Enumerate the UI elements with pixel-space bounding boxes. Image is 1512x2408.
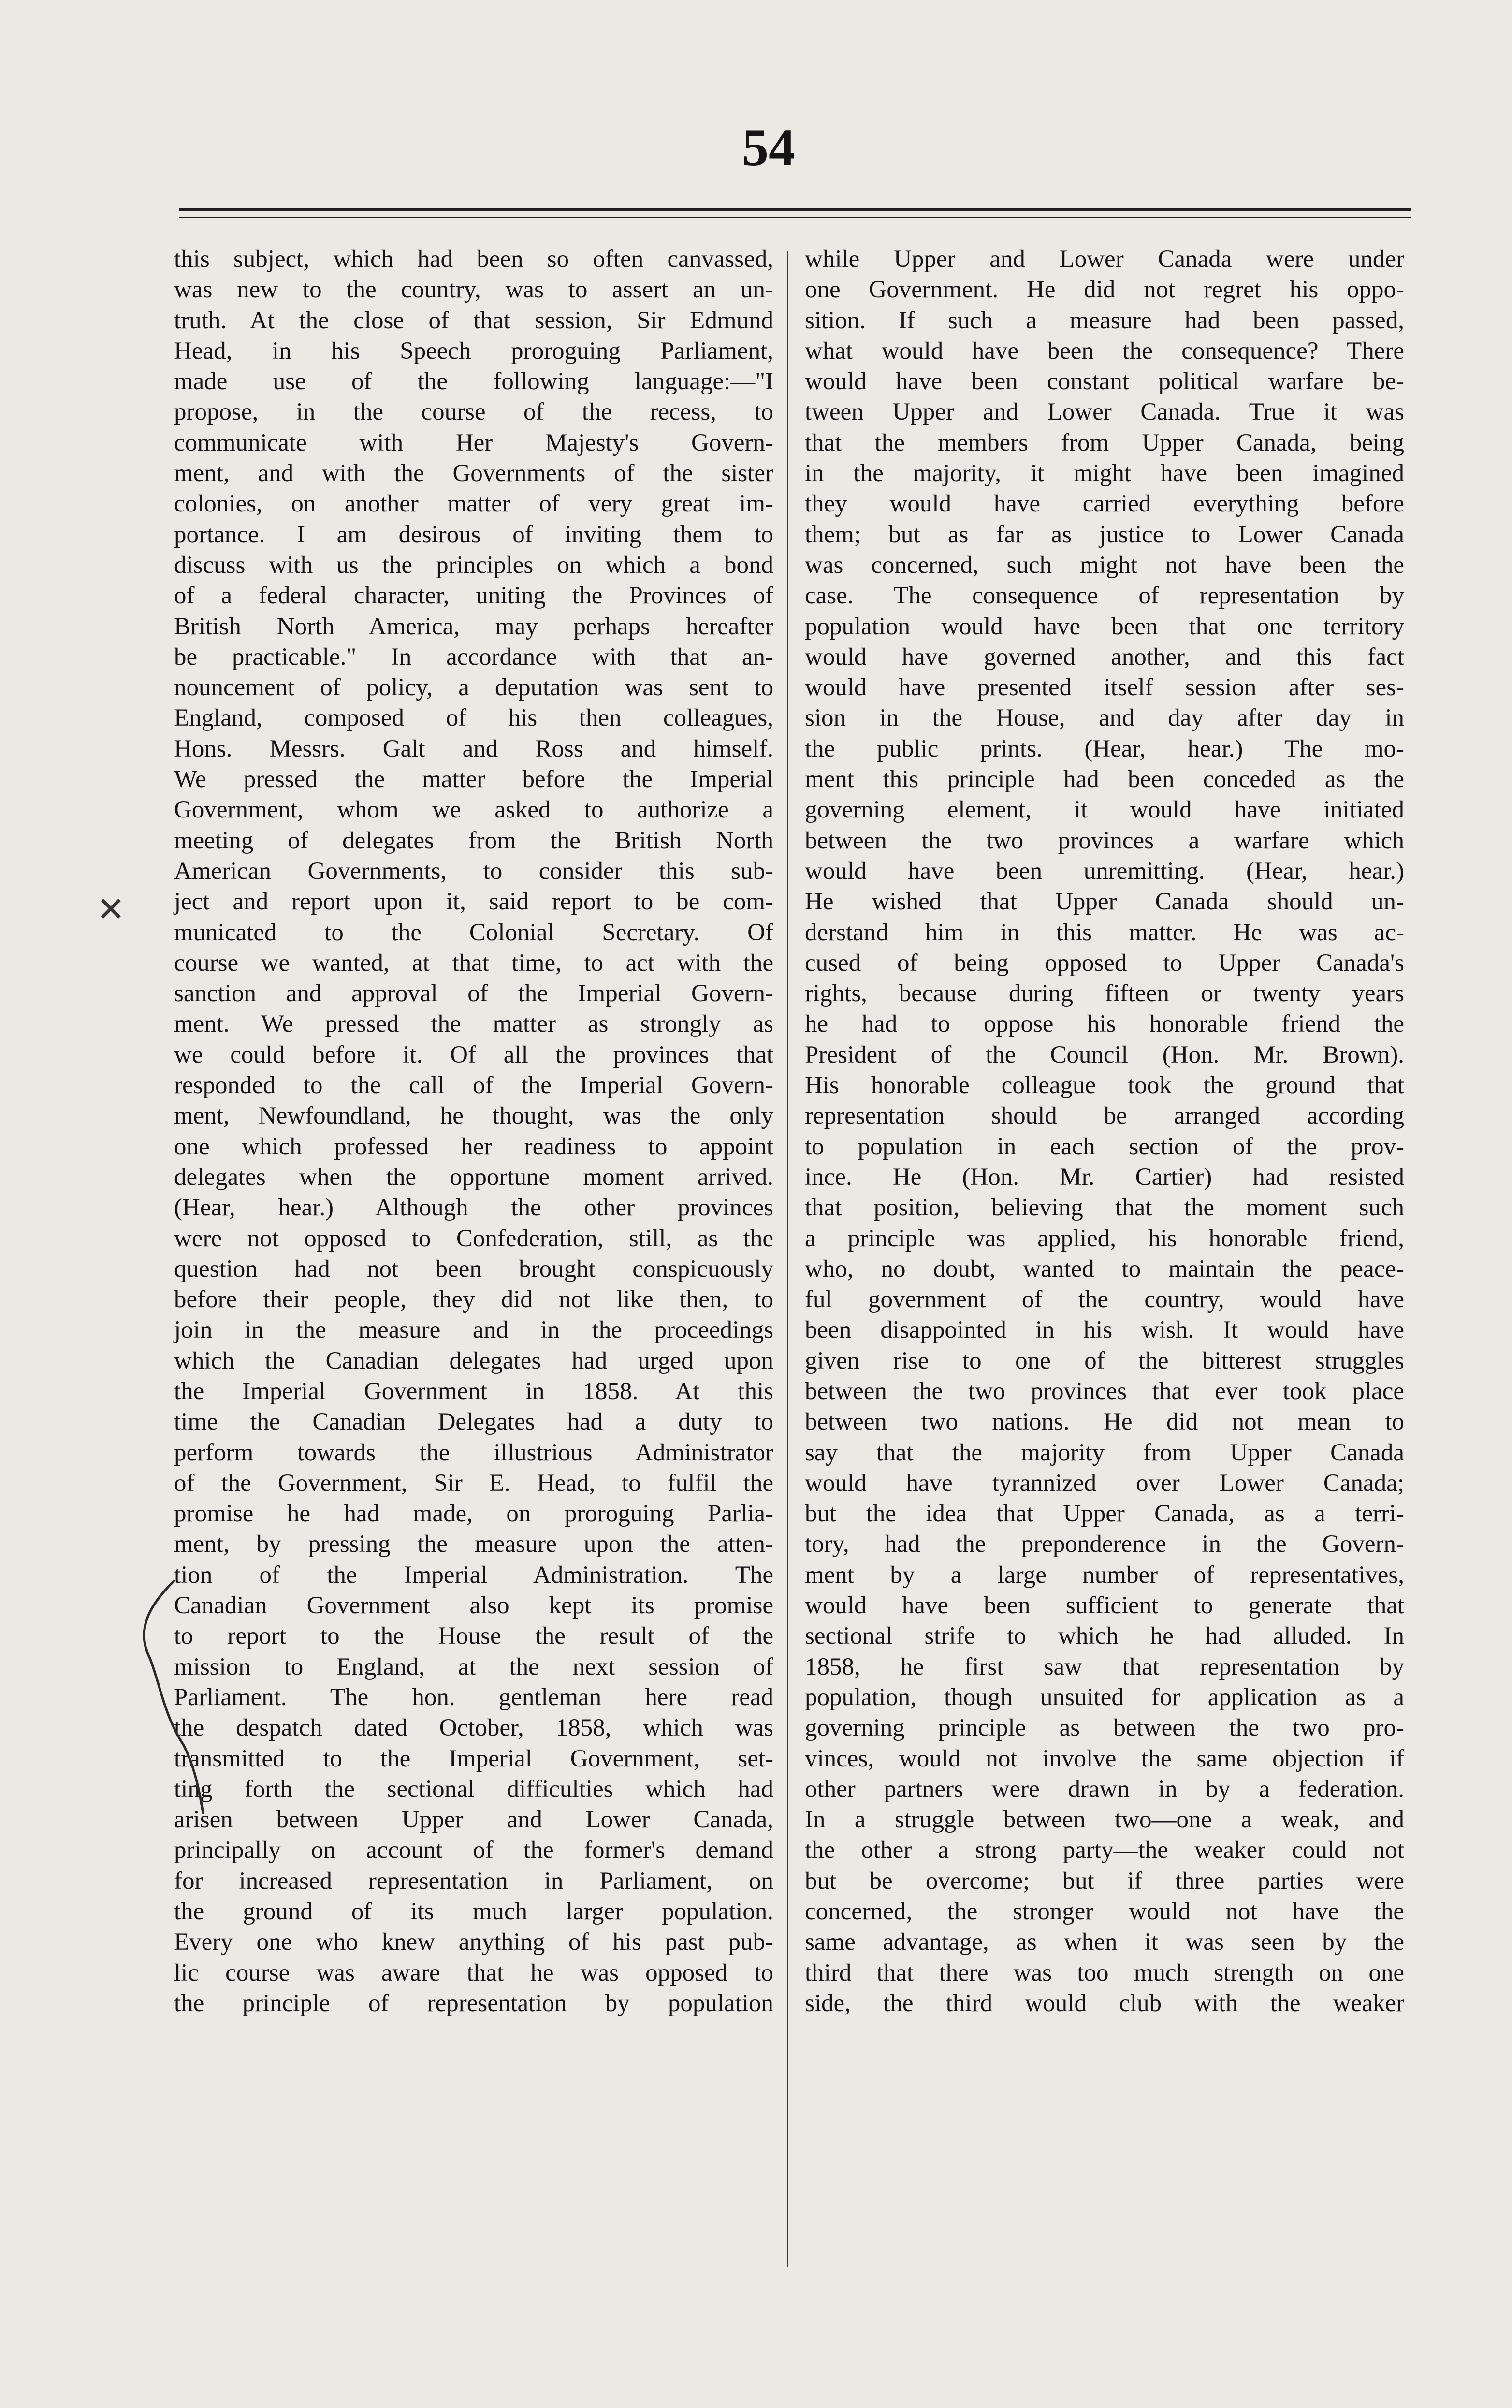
text-line: to population in each section of the prov-	[805, 1133, 1404, 1160]
text-line: meeting of delegates from the British North	[174, 827, 773, 854]
text-line: sanction and approval of the Imperial Govern-	[174, 980, 773, 1007]
text-line: promise he had made, on proroguing Parlia-	[174, 1500, 773, 1528]
text-line: rights, because during fifteen or twenty years	[805, 980, 1404, 1007]
text-line: Parliament. The hon. gentleman here read	[174, 1683, 773, 1711]
text-line: was concerned, such might not have been the	[805, 551, 1404, 579]
text-line: colonies, on another matter of very great im-	[174, 490, 773, 518]
text-line: governing principle as between the two pro-	[805, 1714, 1404, 1742]
text-line: between the two provinces that ever took place	[805, 1377, 1404, 1405]
text-line: given rise to one of the bitterest struggles	[805, 1347, 1404, 1374]
text-line: ment by a large number of representatives,	[805, 1561, 1404, 1589]
text-line: been disappointed in his wish. It would have	[805, 1316, 1404, 1344]
text-line: portance. I am desirous of inviting them to	[174, 521, 773, 548]
text-line: In a struggle between two—one a weak, and	[805, 1806, 1404, 1834]
margin-x-mark: ✕	[97, 891, 125, 929]
text-line: which the Canadian delegates had urged upon	[174, 1347, 773, 1374]
text-line: this subject, which had been so often canvassed,	[174, 246, 773, 273]
text-line: other partners were drawn in by a federation.	[805, 1775, 1404, 1803]
text-line: Every one who knew anything of his past pub-	[174, 1928, 773, 1956]
text-line: the public prints. (Hear, hear.) The mo-	[805, 735, 1404, 762]
text-line: ment. We pressed the matter as strongly as	[174, 1010, 773, 1038]
text-line: communicate with Her Majesty's Govern-	[174, 429, 773, 456]
text-line: would have tyrannized over Lower Canada;	[805, 1469, 1404, 1497]
text-line: that position, believing that the moment such	[805, 1194, 1404, 1222]
text-line: the other a strong party—the weaker could not	[805, 1837, 1404, 1864]
text-line: President of the Council (Hon. Mr. Brown).	[805, 1041, 1404, 1068]
text-line: would have governed another, and this fact	[805, 643, 1404, 671]
text-line: that the members from Upper Canada, being	[805, 429, 1404, 456]
text-line: ince. He (Hon. Mr. Cartier) had resisted	[805, 1163, 1404, 1191]
right-column	[805, 244, 1404, 2019]
text-line: made use of the following language:—"I	[174, 368, 773, 395]
text-line: His honorable colleague took the ground that	[805, 1072, 1404, 1099]
text-line: a principle was applied, his honorable friend,	[805, 1225, 1404, 1252]
text-line: of the Government, Sir E. Head, to fulfil the	[174, 1469, 773, 1497]
text-line: lic course was aware that he was opposed to	[174, 1959, 773, 1986]
text-line: be practicable." In accordance with that an-	[174, 643, 773, 671]
text-line: ment, by pressing the measure upon the atten-	[174, 1531, 773, 1558]
text-line: side, the third would club with the weaker	[805, 1989, 1404, 2017]
header-rule-thin	[179, 217, 1411, 218]
text-line: we could before it. Of all the provinces that	[174, 1041, 773, 1068]
text-line: one Government. He did not regret his oppo-	[805, 276, 1404, 304]
text-line: ment, Newfoundland, he thought, was the only	[174, 1102, 773, 1130]
text-line: third that there was too much strength on one	[805, 1959, 1404, 1986]
text-line: sectional strife to which he had alluded. In	[805, 1622, 1404, 1650]
text-line: population, though unsuited for application as a	[805, 1683, 1404, 1711]
text-line: in the majority, it might have been imagined	[805, 460, 1404, 487]
text-line: while Upper and Lower Canada were under	[805, 246, 1404, 273]
text-line: delegates when the opportune moment arrived.	[174, 1163, 773, 1191]
text-line: derstand him in this matter. He was ac-	[805, 919, 1404, 946]
text-line: propose, in the course of the recess, to	[174, 398, 773, 426]
text-line: tween Upper and Lower Canada. True it was	[805, 398, 1404, 426]
text-line: ject and report upon it, said report to be com-	[174, 888, 773, 916]
text-line: who, no doubt, wanted to maintain the peace-	[805, 1255, 1404, 1283]
text-line: time the Canadian Delegates had a duty to	[174, 1408, 773, 1436]
text-line: would have been unremitting. (Hear, hear.)	[805, 857, 1404, 885]
text-line: to report to the House the result of the	[174, 1622, 773, 1650]
text-line: between the two provinces a warfare which	[805, 827, 1404, 854]
text-line: (Hear, hear.) Although the other provinces	[174, 1194, 773, 1222]
text-line: they would have carried everything before	[805, 490, 1404, 518]
text-line: responded to the call of the Imperial Govern-	[174, 1072, 773, 1099]
left-column	[174, 244, 773, 2019]
text-line: but be overcome; but if three parties were	[805, 1867, 1404, 1895]
text-line: the principle of representation by population	[174, 1989, 773, 2017]
text-line: between two nations. He did not mean to	[805, 1408, 1404, 1436]
text-line: vinces, would not involve the same objection if	[805, 1745, 1404, 1772]
text-line: ment, and with the Governments of the sister	[174, 460, 773, 487]
text-line: before their people, they did not like then, to	[174, 1286, 773, 1313]
text-line: same advantage, as when it was seen by the	[805, 1928, 1404, 1956]
text-line: governing element, it would have initiated	[805, 796, 1404, 824]
text-line: tory, had the preponderence in the Govern-	[805, 1531, 1404, 1558]
text-line: concerned, the stronger would not have the	[805, 1898, 1404, 1926]
column-divider	[787, 251, 788, 2267]
text-line: sion in the House, and day after day in	[805, 704, 1404, 732]
text-line: perform towards the illustrious Administrator	[174, 1439, 773, 1466]
text-line: would have been constant political warfare be-	[805, 368, 1404, 395]
text-line: population would have been that one territory	[805, 613, 1404, 640]
text-line: Head, in his Speech proroguing Parliament,	[174, 337, 773, 365]
text-line: for increased representation in Parliament, on	[174, 1867, 773, 1895]
text-line: We pressed the matter before the Imperial	[174, 766, 773, 793]
text-line: sition. If such a measure had been passed,	[805, 306, 1404, 334]
text-line: British North America, may perhaps hereafter	[174, 613, 773, 640]
text-line: Canadian Government also kept its promise	[174, 1592, 773, 1620]
text-line: municated to the Colonial Secretary. Of	[174, 919, 773, 946]
text-line: tion of the Imperial Administration. The	[174, 1561, 773, 1589]
text-line: the Imperial Government in 1858. At this	[174, 1377, 773, 1405]
text-line: were not opposed to Confederation, still, as the	[174, 1225, 773, 1252]
text-line: Hons. Messrs. Galt and Ross and himself.	[174, 735, 773, 762]
text-line: ment this principle had been conceded as the	[805, 766, 1404, 793]
header-rule-thick	[179, 208, 1411, 211]
text-line: mission to England, at the next session of	[174, 1653, 773, 1680]
page-number: 54	[742, 118, 795, 177]
text-line: one which professed her readiness to appoint	[174, 1133, 773, 1160]
text-line: question had not been brought conspicuously	[174, 1255, 773, 1283]
text-line: of a federal character, uniting the Provinces of	[174, 582, 773, 610]
text-line: cused of being opposed to Upper Canada's	[805, 949, 1404, 977]
text-line: Government, whom we asked to authorize a	[174, 796, 773, 824]
text-line: the ground of its much larger population.	[174, 1898, 773, 1926]
text-line: transmitted to the Imperial Government, set-	[174, 1745, 773, 1772]
text-line: nouncement of policy, a deputation was sent to	[174, 674, 773, 701]
text-line: would have been sufficient to generate that	[805, 1592, 1404, 1620]
text-line: ful government of the country, would have	[805, 1286, 1404, 1313]
text-line: but the idea that Upper Canada, as a terri-	[805, 1500, 1404, 1528]
text-line: say that the majority from Upper Canada	[805, 1439, 1404, 1466]
margin-bracket-mark	[121, 1571, 218, 1823]
text-line: them; but as far as justice to Lower Canada	[805, 521, 1404, 548]
text-line: would have presented itself session after ses-	[805, 674, 1404, 701]
text-line: arisen between Upper and Lower Canada,	[174, 1806, 773, 1834]
text-line: the despatch dated October, 1858, which was	[174, 1714, 773, 1742]
text-line: representation should be arranged according	[805, 1102, 1404, 1130]
text-line: truth. At the close of that session, Sir Edmund	[174, 306, 773, 334]
text-line: course we wanted, at that time, to act with the	[174, 949, 773, 977]
text-line: what would have been the consequence? There	[805, 337, 1404, 365]
text-line: was new to the country, was to assert an un-	[174, 276, 773, 304]
text-line: join in the measure and in the proceedings	[174, 1316, 773, 1344]
text-line: American Governments, to consider this sub-	[174, 857, 773, 885]
text-line: 1858, he first saw that representation by	[805, 1653, 1404, 1680]
text-line: he had to oppose his honorable friend the	[805, 1010, 1404, 1038]
text-line: case. The consequence of representation by	[805, 582, 1404, 610]
text-line: ting forth the sectional difficulties which had	[174, 1775, 773, 1803]
text-line: England, composed of his then colleagues,	[174, 704, 773, 732]
text-line: He wished that Upper Canada should un-	[805, 888, 1404, 916]
text-line: discuss with us the principles on which a bond	[174, 551, 773, 579]
text-line: principally on account of the former's demand	[174, 1837, 773, 1864]
